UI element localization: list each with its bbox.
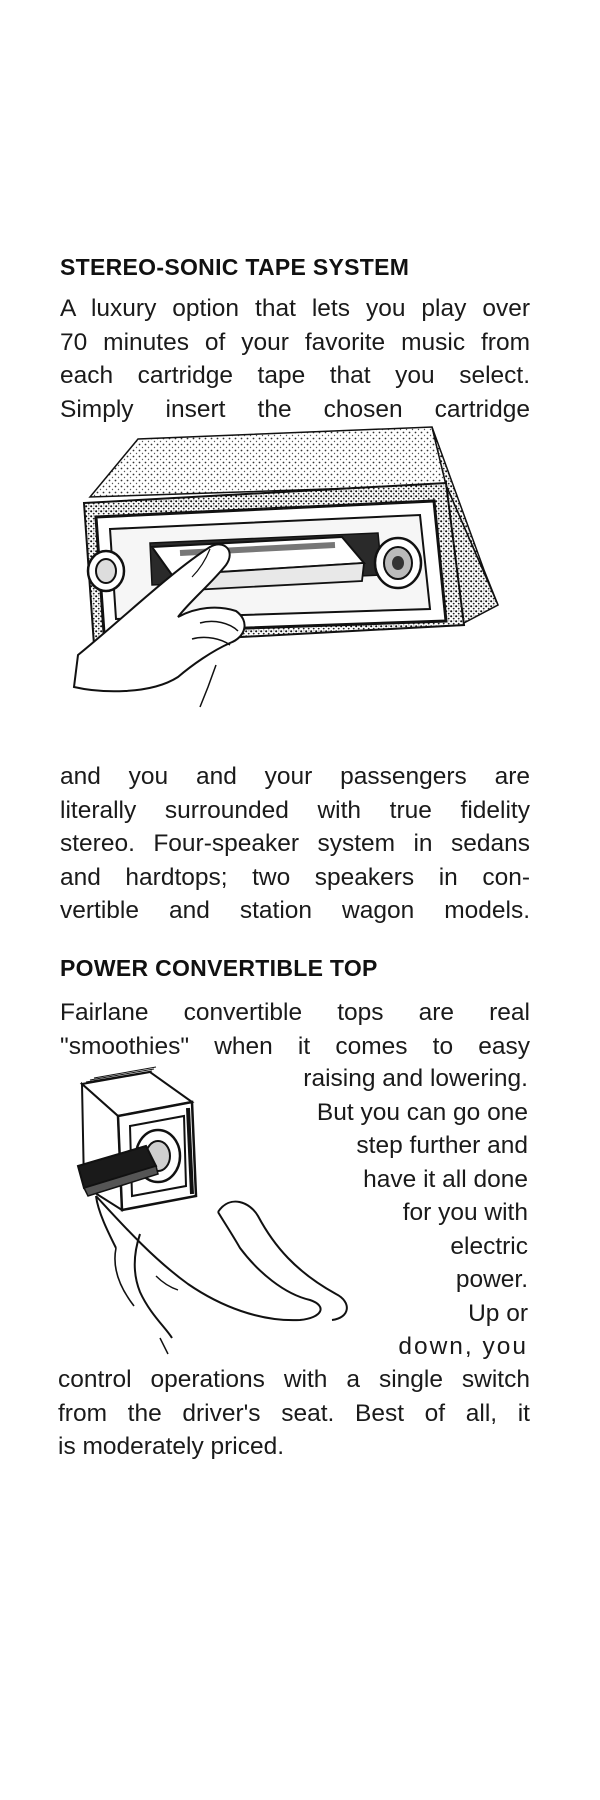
- text-line: vertible and station wagon models.: [60, 897, 530, 924]
- text-line: for you with: [402, 1199, 528, 1226]
- text-line: raising and lowering.: [303, 1065, 528, 1092]
- tape-player-illustration: [60, 425, 510, 755]
- text-line: step further and: [356, 1132, 528, 1159]
- text-line: and hardtops; two speakers in con-: [60, 863, 530, 891]
- text-line: and you and your passengers are: [60, 763, 530, 790]
- text-line: literally surrounded with true fidelity: [60, 796, 530, 824]
- text-line: Simply insert the chosen cartridge: [60, 395, 530, 423]
- text-line: A luxury option that lets you play over: [60, 295, 530, 322]
- text-line: each cartridge tape that you select.: [60, 362, 530, 389]
- text-line: power.: [455, 1266, 528, 1293]
- text-line: stereo. Four-speaker system in sedans: [60, 830, 530, 857]
- text-line: 70 minutes of your favorite music from: [60, 328, 530, 356]
- text-line: from the driver's seat. Best of all, it: [58, 1399, 530, 1427]
- stereo-body-paragraph: [60, 760, 530, 928]
- section-heading-power-convertible-top: POWER CONVERTIBLE TOP: [60, 955, 378, 981]
- text-line: But you can go one: [316, 1098, 528, 1126]
- text-line: is moderately priced.: [58, 1433, 285, 1460]
- convertible-closing-paragraph: [58, 1363, 530, 1464]
- convertible-wrap-paragraph: [300, 1062, 528, 1364]
- text-line: Up or: [468, 1299, 528, 1327]
- convertible-intro-paragraph: [60, 996, 530, 1063]
- text-line: have it all done: [363, 1165, 528, 1193]
- text-line: "smoothies" when it comes to easy: [60, 1032, 530, 1060]
- text-line: down, you: [398, 1333, 528, 1360]
- stereo-intro-paragraph: [60, 292, 530, 426]
- text-line: electric: [450, 1232, 528, 1260]
- section-heading-stereo-sonic: STEREO-SONIC TAPE SYSTEM: [60, 254, 410, 280]
- text-line: Fairlane convertible tops are real: [60, 999, 530, 1026]
- text-line: control operations with a single switch: [58, 1366, 530, 1393]
